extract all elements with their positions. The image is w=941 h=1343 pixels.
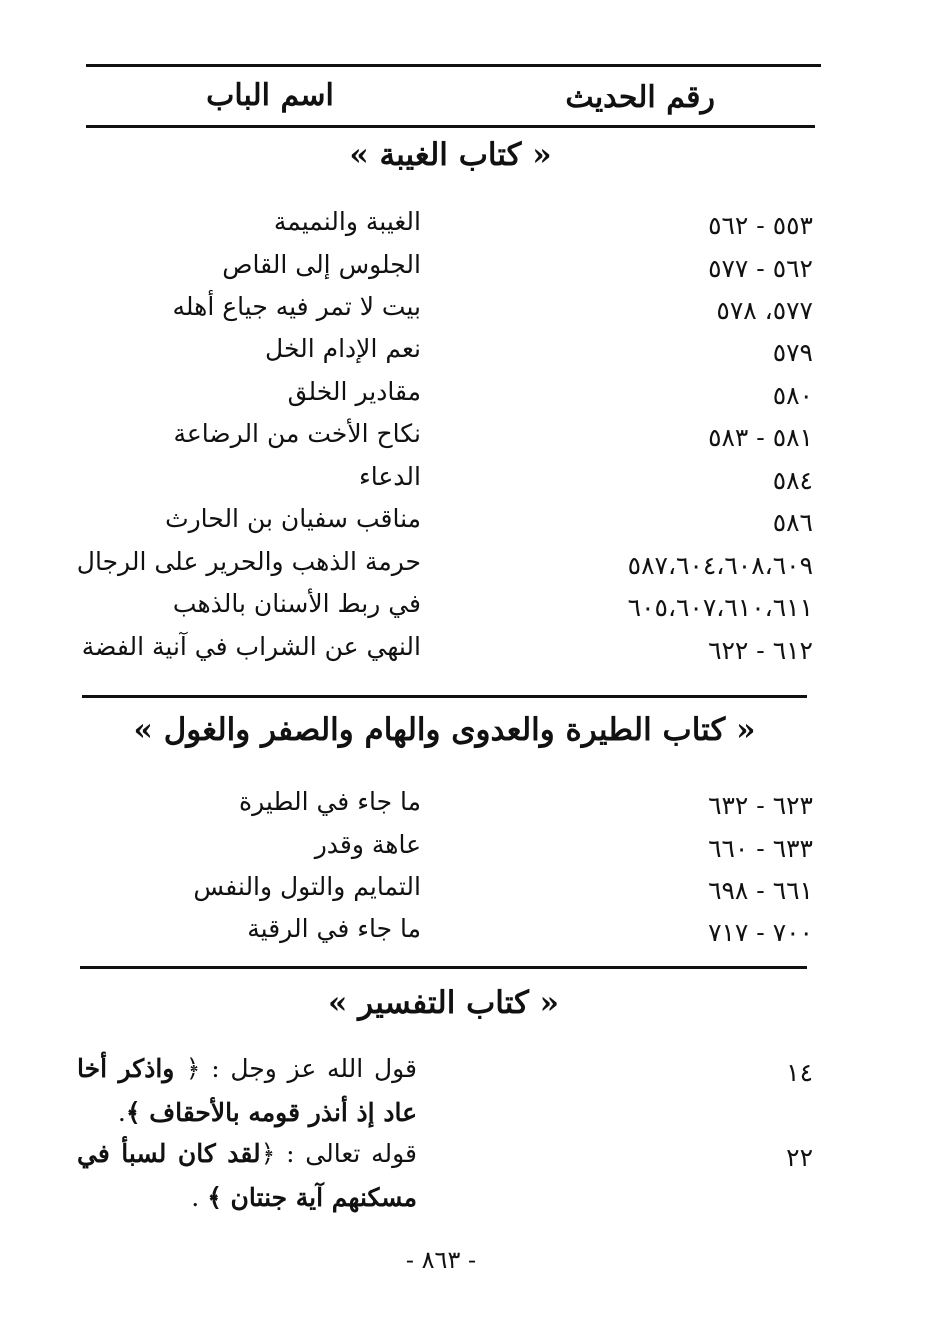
quran-verse: واذكر أخا عاد إذ أنذر قومه بالأحقاف ﴾ [77, 1054, 417, 1127]
hadith-range: ٦٢٣ - ٦٣٢ [708, 791, 813, 820]
hadith-range: ٧٠٠ - ٧١٧ [708, 918, 813, 947]
bab-title: في ربط الأسنان بالذهب [172, 589, 421, 618]
hadith-range: ٥٧٩ [772, 338, 813, 367]
bab-title: التمايم والتول والنفس [193, 872, 421, 901]
bab-title: ما جاء في الرقية [247, 914, 421, 943]
tafsir-entry [77, 1132, 417, 1220]
hadith-range: ٦٣٣ - ٦٦٠ [708, 834, 813, 863]
column-header-num: رقم الحديث [565, 80, 715, 115]
tafsir-intro: قول الله عز وجل : ﴿ [185, 1054, 417, 1083]
bab-title: حرمة الذهب والحرير على الرجال [76, 547, 421, 576]
header-rule [86, 125, 815, 128]
hadith-range: ٥٥٣ - ٥٦٢ [708, 211, 813, 240]
bab-title: عاهة وقدر [314, 830, 421, 859]
bab-title: الجلوس إلى القاص [222, 250, 421, 279]
bab-title: مقادير الخلق [287, 377, 421, 406]
hadith-range: ٦١٢ - ٦٢٢ [708, 636, 813, 665]
section-title-ghiba: « كتاب الغيبة » [349, 137, 552, 173]
tafsir-end: . [191, 1183, 208, 1212]
hadith-range: ٥٧٧، ٥٧٨ [716, 296, 813, 325]
bab-title: الدعاء [359, 462, 421, 491]
hadith-number: ٢٢ [786, 1143, 813, 1172]
top-rule [86, 64, 821, 67]
hadith-range: ٥٨٤ [772, 466, 813, 495]
bab-title: ما جاء في الطيرة [239, 787, 421, 816]
bab-title: الغيبة والنميمة [273, 207, 421, 236]
quran-verse: لقد كان لسبأ في مسكنهم آية جنتان ﴾ [77, 1139, 417, 1212]
hadith-range: ٥٨٦ [772, 508, 813, 537]
page-number: - ٨٦٣ - [405, 1246, 477, 1274]
hadith-range: ٦٦١ - ٦٩٨ [708, 876, 813, 905]
tafsir-entry [77, 1047, 417, 1135]
bab-title: بيت لا تمر فيه جياع أهله [172, 292, 421, 321]
section-rule [80, 966, 807, 969]
hadith-range: ٥٨١ - ٥٨٣ [708, 423, 813, 452]
tafsir-intro: قوله تعالى : ﴿ [260, 1139, 418, 1168]
bab-title: مناقب سفيان بن الحارث [165, 504, 421, 533]
hadith-range: ٥٨٠ [772, 381, 813, 410]
hadith-range: ٥٨٧،٦٠٤،٦٠٨،٦٠٩ [627, 551, 813, 580]
tafsir-end: . [117, 1098, 126, 1127]
bab-title: النهي عن الشراب في آنية الفضة [81, 632, 421, 661]
hadith-range: ٥٦٢ - ٥٧٧ [708, 254, 813, 283]
column-header-bab: اسم الباب [206, 78, 334, 113]
section-title-tiyara: « كتاب الطيرة والعدوى والهام والصفر والغول » [133, 712, 756, 748]
section-title-tafsir: « كتاب التفسير » [327, 985, 560, 1021]
bab-title: نكاح الأخت من الرضاعة [173, 419, 421, 448]
hadith-number: ١٤ [786, 1058, 813, 1087]
hadith-range: ٦٠٥،٦٠٧،٦١٠،٦١١ [627, 593, 813, 622]
bab-title: نعم الإدام الخل [265, 334, 421, 363]
section-rule [82, 695, 807, 698]
